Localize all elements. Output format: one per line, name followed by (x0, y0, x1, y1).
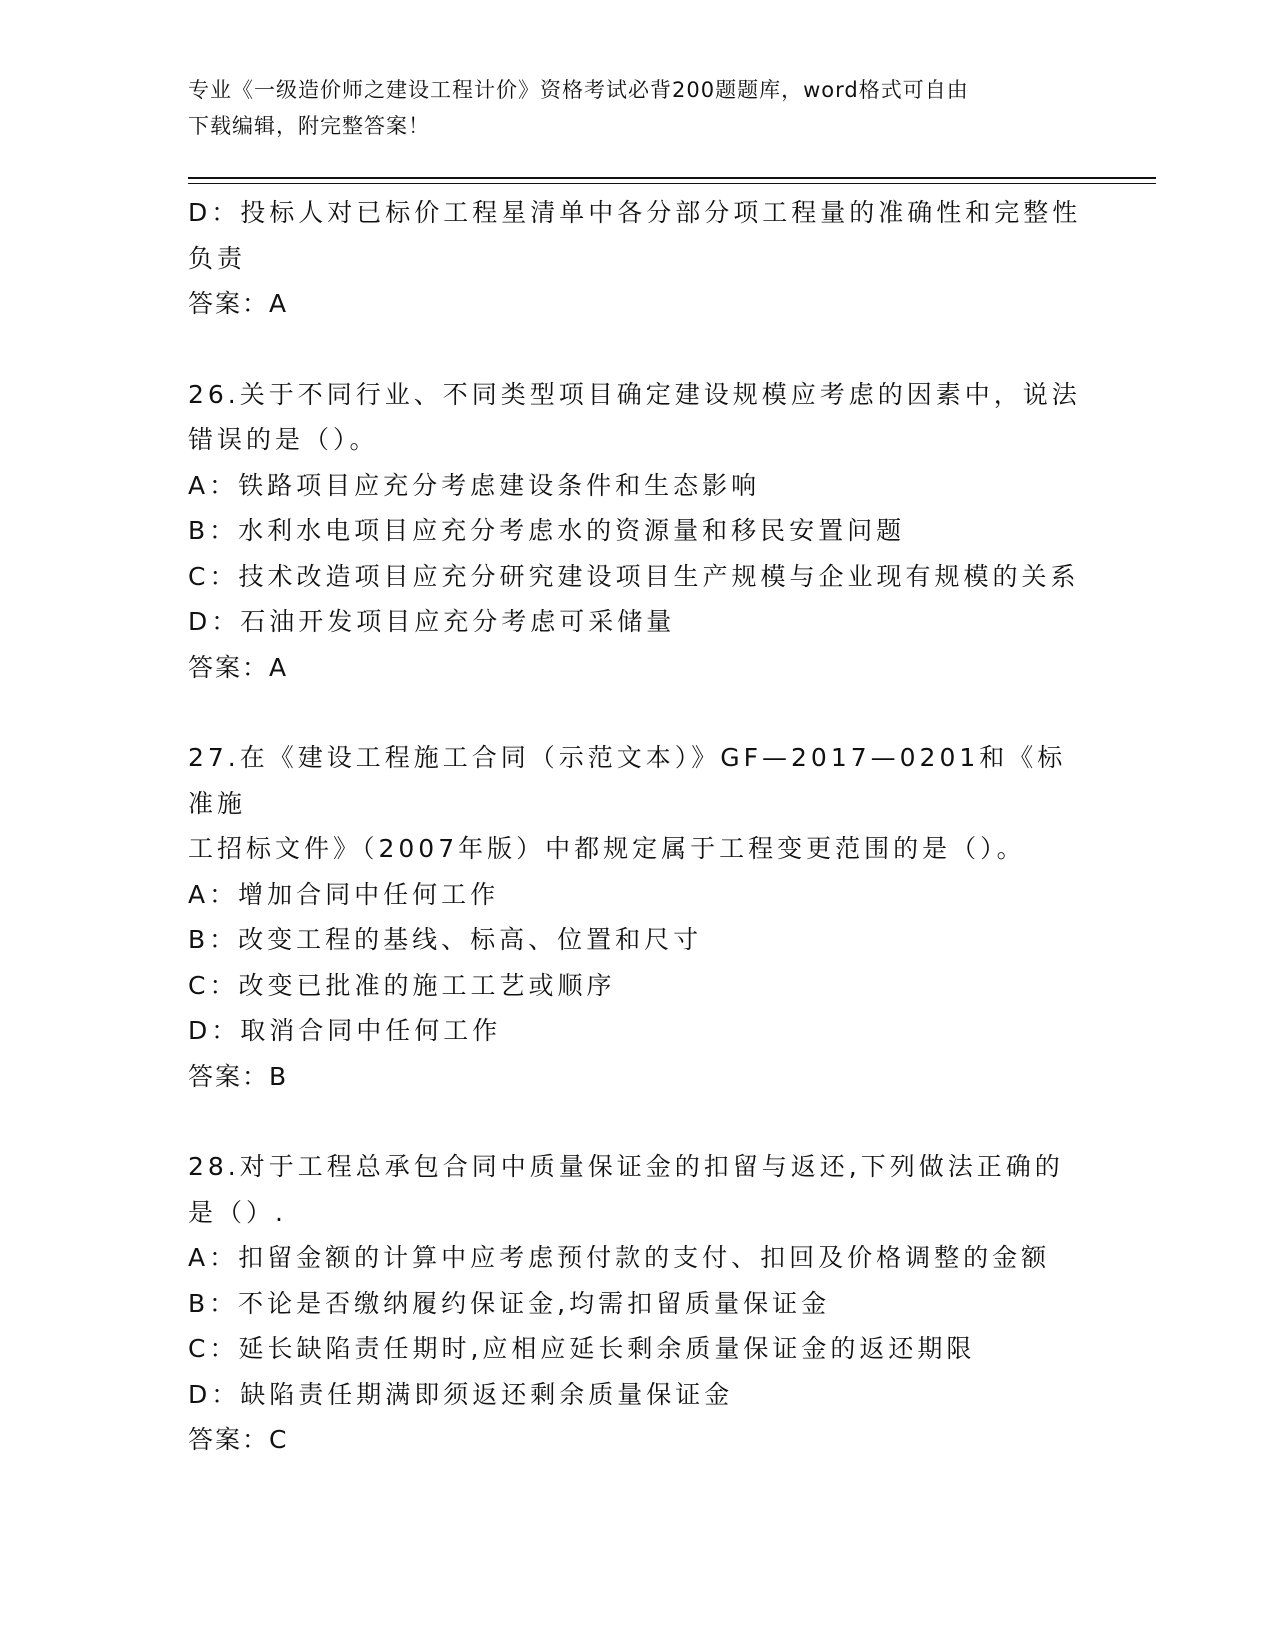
question-26-stem-line-1: 26.关于不同行业、不同类型项目确定建设规模应考虑的因素中，说法 (188, 379, 1081, 409)
header-rule-thin (188, 183, 1156, 184)
question-27-option-a: A：增加合同中任何工作 (188, 879, 500, 909)
question-27-option-c: C：改变已批准的施工工艺或顺序 (188, 970, 616, 1000)
page-header (188, 72, 1088, 144)
question-26-answer: 答案：A (188, 652, 289, 682)
question-28-option-d: D：缺陷责任期满即须返还剩余质量保证金 (188, 1379, 734, 1409)
question-26-option-b: B：水利水电项目应充分考虑水的资源量和移民安置问题 (188, 516, 906, 545)
question-content (188, 190, 1088, 1463)
option-d-line-1: D：投标人对已标价工程星清单中各分部分项工程量的准确性和完整性 (188, 198, 1082, 227)
question-28-option-c: C：延长缺陷责任期时,应相应延长剩余质量保证金的返还期限 (188, 1334, 976, 1363)
question-26-option-d: D：石油开发项目应充分考虑可采储量 (188, 607, 676, 636)
question-28-option-b: B：不论是否缴纳履约保证金,均需扣留质量保证金 (188, 1288, 831, 1318)
question-27-answer: 答案：B (188, 1061, 289, 1091)
question-26-option-c: C：技术改造项目应充分研究建设项目生产规模与企业现有规模的关系 (188, 561, 1080, 591)
option-d-line-2: 负责 (188, 243, 247, 273)
question-26-option-a: A：铁路项目应充分考虑建设条件和生态影响 (188, 470, 761, 500)
question-27-option-b: B：改变工程的基线、标高、位置和尺寸 (188, 925, 703, 954)
question-27-stem-line-2: 工招标文件》（2007年版）中都规定属于工程变更范围的是（）。 (188, 834, 1026, 863)
header-rule-thick (188, 177, 1156, 179)
question-27-stem-line-1: 27.在《建设工程施工合同（示范文本）》GF—2017—0201和《标准施 (188, 743, 1067, 818)
question-28-stem-line-2: 是（）. (188, 1197, 287, 1227)
question-28-answer: 答案：C (188, 1425, 289, 1454)
question-28-option-a: A：扣留金额的计算中应考虑预付款的支付、扣回及价格调整的金额 (188, 1243, 1051, 1272)
question-27-option-d: D：取消合同中任何工作 (188, 1016, 502, 1045)
question-26-stem-line-2: 错误的是（）。 (188, 425, 379, 454)
question-28-stem-line-1: 28.对于工程总承包合同中质量保证金的扣留与返还,下列做法正确的 (188, 1152, 1064, 1181)
header-line-1: 专业《一级造价师之建设工程计价》资格考试必背200题题库，word格式可自由 (188, 78, 969, 102)
answer-line: 答案：A (188, 289, 289, 318)
header-line-2: 下载编辑，附完整答案！ (188, 114, 430, 138)
